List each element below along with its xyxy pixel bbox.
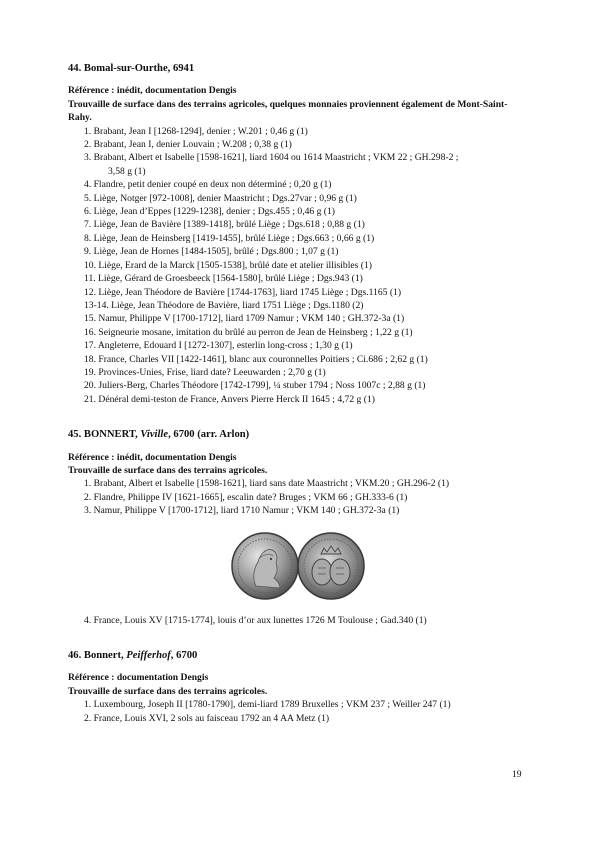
section-title-text: 46. Bonnert, (68, 650, 127, 661)
coin-list (68, 698, 526, 725)
list-item: 3. Namur, Philippe V [1700-1712], liard 1710 Namur ; VKM 140 ; GH.372-3a (1) (84, 505, 400, 517)
coin-photo (68, 528, 526, 604)
list-item: 1. Luxembourg, Joseph II [1780-1790], demi-liard 1789 Bruxelles ; VKM 237 ; Weiller 247 (1) (84, 699, 451, 711)
list-item: 10. Liège, Erard de la Marck [1505-1538], brûlé date et atelier illisibles (1) (84, 259, 372, 271)
reference-line: Référence : inédit, documentation Dengis (68, 451, 237, 463)
list-item: 8. Liège, Jean de Heinsberg [1419-1455], brûlé Liège ; Dgs.663 ; 0,66 g (1) (84, 232, 375, 244)
list-item: 2. Brabant, Jean I, denier Louvain ; W.208 ; 0,38 g (1) (84, 139, 292, 151)
list-item: 9. Liège, Jean de Hornes [1484-1505], brûlé ; Dgs.800 ; 1,07 g (1) (84, 246, 339, 258)
list-item: 5. Liège, Notger [972-1008], denier Maastricht ; Dgs.27var ; 0,96 g (1) (84, 192, 357, 204)
section-46 (68, 649, 526, 725)
list-item: 11. Liège, Gérard de Groesbeeck [1564-1580], brûlé Liège ; Dgs.943 (1) (84, 273, 363, 285)
coin-list (68, 125, 526, 407)
find-description: Trouvaille de surface dans des terrains agricoles. (68, 464, 268, 476)
list-item: 18. France, Charles VII [1422-1461], blanc aux couronnelles Poitiers ; Ci.686 ; 2,62 g (1) (84, 353, 428, 365)
list-item (84, 151, 526, 178)
list-item: 4. France, Louis XV [1715-1774], louis d’or aux lunettes 1726 M Toulouse ; Gad.340 (1) (84, 614, 427, 626)
list-item: 21. Dénéral demi-teston de France, Anvers Pierre Herck II 1645 ; 4,72 g (1) (84, 393, 375, 405)
list-item: 1. Brabant, Albert et Isabelle [1598-1621], liard sans date Maastricht ; VKM.20 ; GH.296-2 (1) (84, 478, 450, 490)
section-title-text: 44. Bomal-sur-Ourthe, 6941 (68, 63, 195, 74)
section-title-suffix: , 6700 (170, 650, 198, 661)
coin-obverse (232, 533, 298, 599)
coin-list (68, 477, 526, 517)
list-item: 20. Juliers-Berg, Charles Théodore [1742-1799], ¼ stuber 1794 ; Noss 1007c ; 2,88 g (1) (84, 380, 426, 392)
list-item: 4. Flandre, petit denier coupé en deux non déterminé ; 0,20 g (1) (84, 179, 332, 191)
page-number: 19 (512, 769, 522, 780)
list-item: 17. Angleterre, Edouard I [1272-1307], esterlin long-cross ; 1,30 g (1) (84, 340, 353, 352)
section-title (68, 428, 526, 441)
list-item: 2. France, Louis XVI, 2 sols au faisceau 1792 an 4 AA Metz (1) (84, 712, 330, 724)
section-title-text: 45. BONNERT, (68, 429, 141, 441)
list-item: 12. Liège, Jean Théodore de Bavière [1744-1763], liard 1745 Liège ; Dgs.1165 (1) (84, 286, 402, 298)
section-title-italic: Viville (140, 429, 169, 441)
document-page (68, 62, 526, 740)
section-44 (68, 62, 526, 406)
list-item: 6. Liège, Jean d’Eppes [1229-1238], denier ; Dgs.455 ; 0,46 g (1) (84, 206, 335, 218)
section-title (68, 62, 526, 75)
reference-line: Référence : documentation Dengis (68, 672, 209, 684)
find-description: Trouvaille de surface dans des terrains agricoles, quelques monnaies proviennent également de Mont-Saint-Rahy. (68, 98, 508, 124)
coin-reverse (298, 533, 364, 599)
coin-image (230, 528, 366, 604)
list-item-continuation: 3,58 g (1) (108, 165, 146, 177)
reference-line: Référence : inédit, documentation Dengis (68, 85, 237, 97)
list-item: 7. Liège, Jean de Bavière [1389-1418], brûlé Liège ; Dgs.618 ; 0,88 g (1) (84, 219, 365, 231)
coin-list-continued (68, 614, 526, 627)
list-item: 16. Seigneurie mosane, imitation du brûlé au perron de Jean de Heinsberg ; 1,22 g (1) (84, 326, 413, 338)
list-item: 15. Namur, Philippe V [1700-1712], liard 1709 Namur ; VKM 140 ; GH.372-3a (1) (84, 313, 405, 325)
section-title-italic: Peifferhof (126, 650, 171, 661)
list-item: 19. Provinces-Unies, Frise, liard date? Leeuwarden ; 2,70 g (1) (84, 366, 326, 378)
find-description: Trouvaille de surface dans des terrains agricoles. (68, 685, 268, 697)
section-45 (68, 428, 526, 627)
list-item: 2. Flandre, Philippe IV [1621-1665], escalin date? Bruges ; VKM 66 ; GH.333-6 (1) (84, 491, 408, 503)
list-item-text: 3. Brabant, Albert et Isabelle [1598-1621], liard 1604 ou 1614 Maastricht ; VKM 22 ; GH.298-2 ; (84, 152, 459, 164)
section-title (68, 649, 526, 662)
section-title-suffix: , 6700 (arr. Arlon) (168, 429, 250, 441)
list-item: 13-14. Liège, Jean Théodore de Bavière, liard 1751 Liège ; Dgs.1180 (2) (84, 299, 364, 311)
list-item: 1. Brabant, Jean I [1268-1294], denier ; W.201 ; 0,46 g (1) (84, 125, 308, 137)
